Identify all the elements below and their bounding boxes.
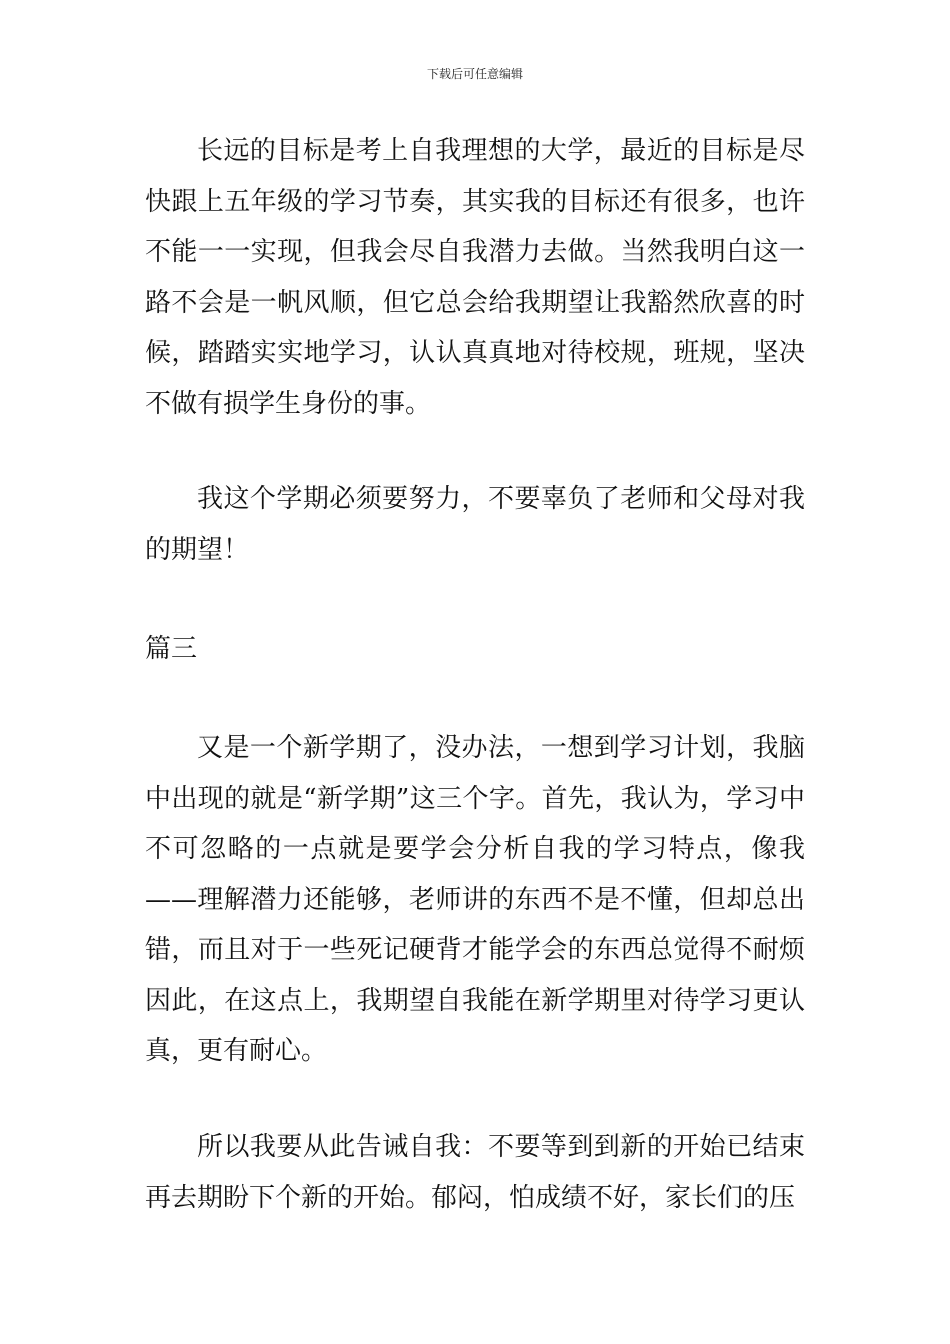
paragraph-new-semester: 又是一个新学期了，没办法，一想到学习计划，我脑中出现的就是“新学期”这三个字。首先，我认为，学习中不可忽略的一点就是要学会分析自我的学习特点，像我——理解潜力还能够，老师讲的东西不是不懂，但却总出错，而且对于一些死记硬背才能学会的东西总觉得不耐烦因此，在这点上，我期望自我能在新学期里对待学习更认真，更有耐心。 (145, 733, 805, 1066)
paragraph-self-warning: 所以我要从此告诫自我：不要等到到新的开始已结束再去期盼下个新的开始。郁闷，怕成绩不好，家长们的压 (145, 1132, 805, 1213)
page-header: 下载后可任意编辑 (426, 67, 523, 81)
section-heading: 篇三 (145, 634, 198, 664)
paragraph-effort: 我这个学期必须要努力，不要辜负了老师和父母对我的期望！ (145, 484, 805, 565)
paragraph-goals: 长远的目标是考上自我理想的大学，最近的目标是尽快跟上五年级的学习节奏，其实我的目标还有很多，也许不能一一实现，但我会尽自我潜力去做。当然我明白这一路不会是一帆风顺，但它总会给我期望让我豁然欣喜的时候，踏踏实实地学习，认认真真地对待校规，班规，坚决不做有损学生身份的事。 (145, 136, 805, 419)
